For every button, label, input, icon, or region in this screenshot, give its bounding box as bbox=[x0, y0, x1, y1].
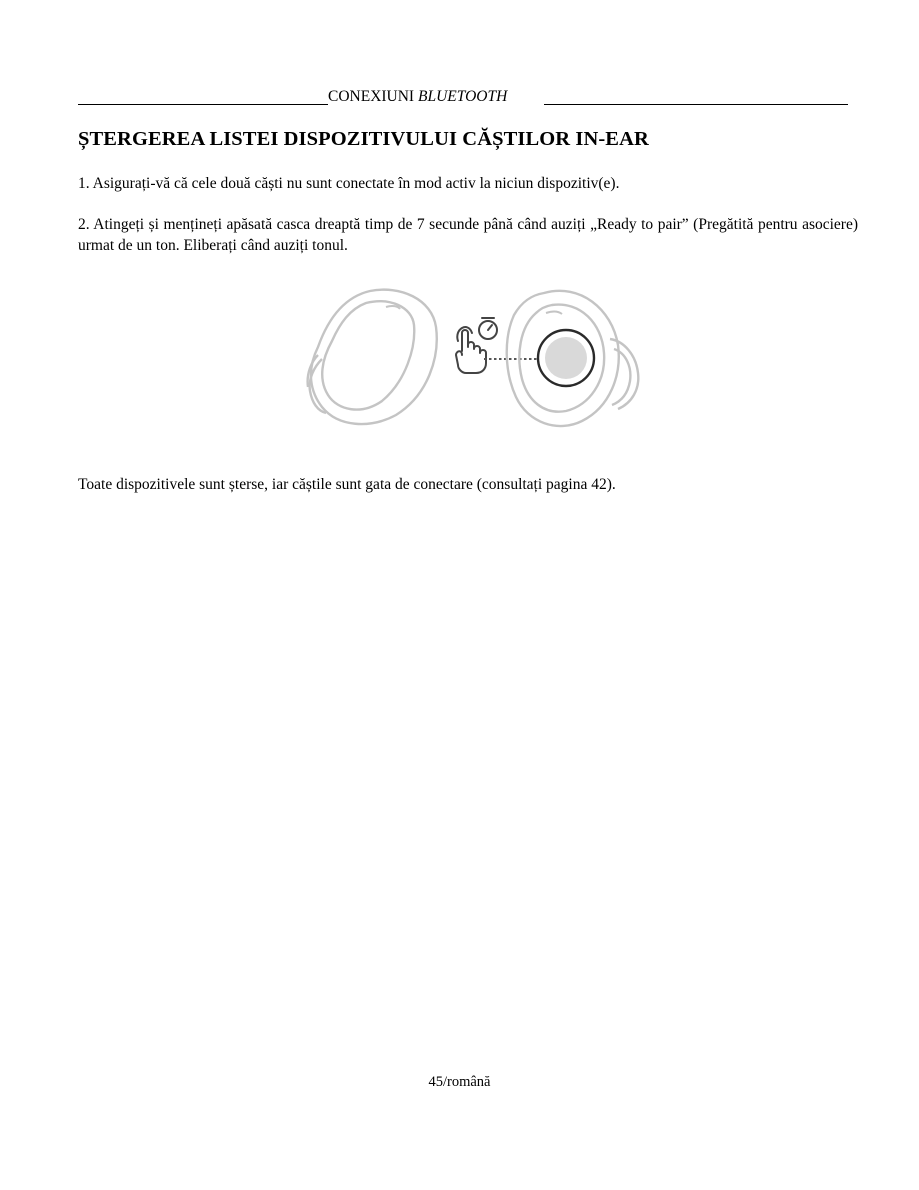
step-2: 2. Atingeți și mențineți apăsată casca dreaptă timp de 7 secunde până când auziți „Ready to pair” (Pregătită pentru asociere) urmat de un ton. Eliberați când auziți tonul. bbox=[78, 216, 858, 254]
header-emphasis: BLUETOOTH bbox=[417, 88, 508, 105]
result-text: Toate dispozitivele sunt șterse, iar căștile sunt gata de conectare (consultați pagina 42). bbox=[78, 476, 616, 493]
header-prefix: CONEXIUNI bbox=[328, 88, 415, 105]
timer-icon bbox=[479, 318, 497, 339]
earbuds-figure bbox=[300, 283, 645, 435]
header-title bbox=[328, 87, 507, 107]
page-header bbox=[78, 87, 848, 107]
header-rule-right bbox=[544, 104, 848, 105]
left-earbud-icon bbox=[308, 290, 437, 424]
page-number: 45/română bbox=[428, 1074, 491, 1090]
touch-hand-icon bbox=[456, 327, 486, 373]
section-title: ȘTERGEREA LISTEI DISPOZITIVULUI CĂȘTILOR IN-EAR bbox=[78, 128, 649, 150]
step-1: 1. Asigurați-vă că cele două căști nu sunt conectate în mod activ la niciun dispozitiv(e). bbox=[78, 175, 620, 192]
touch-target bbox=[538, 330, 594, 386]
header-rule-left bbox=[78, 104, 328, 105]
